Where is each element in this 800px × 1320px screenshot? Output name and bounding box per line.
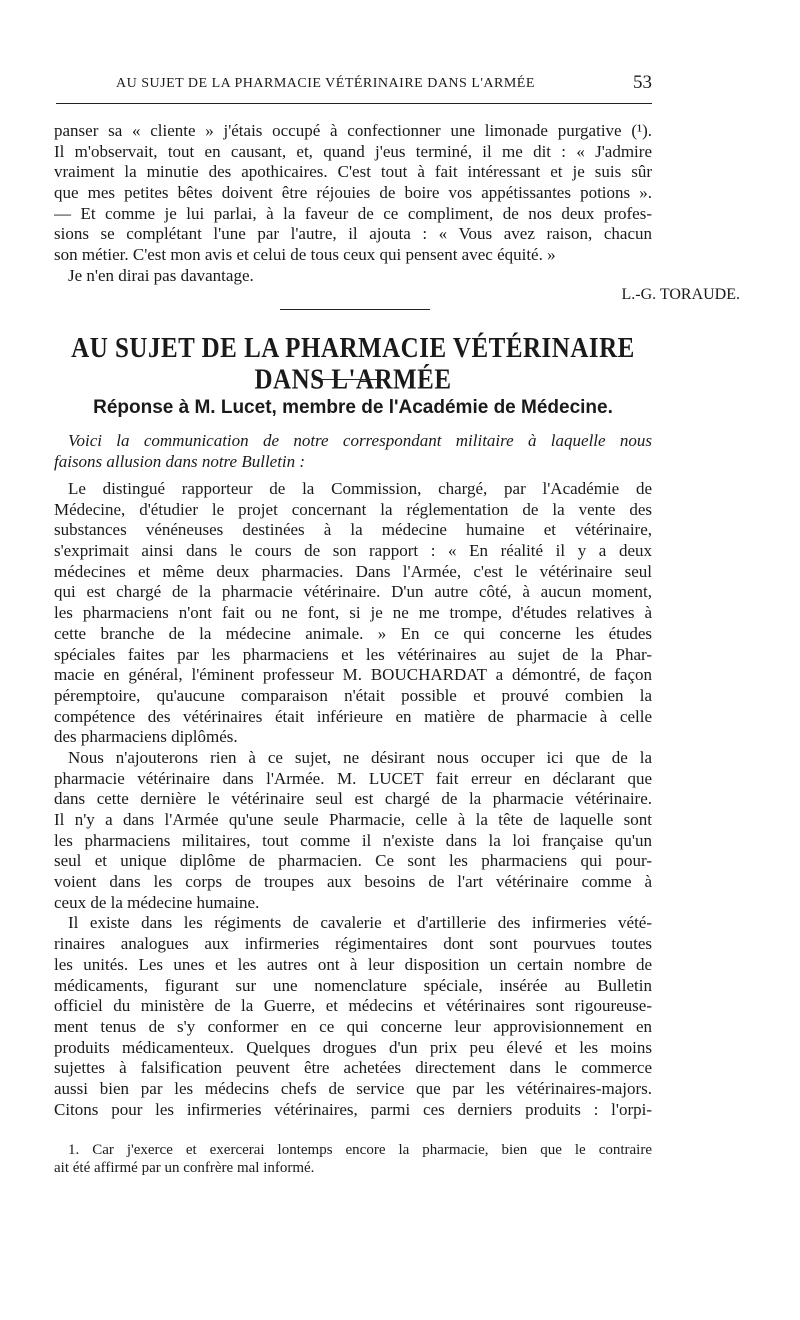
text-line: officiel du ministère de la Guerre, et médecins et vétérinaires sont rigoureuse-	[54, 996, 652, 1016]
text-line: Il m'observait, tout en causant, et, quand j'eus terminé, il me dit : « J'admire	[54, 141, 652, 161]
text-line: Médecine, d'étudier le projet concernant la réglementation de la vente des	[54, 499, 652, 519]
text-line: Voici la communication de notre correspondant militaire à laquelle nous	[68, 431, 652, 450]
text-line: les pharmaciens n'ont fait ou ne font, si je ne me trompe, d'études relatives à	[54, 603, 652, 623]
text-line: Citons pour les infirmeries vétérinaires, parmi ces derniers produits : l'orpi-	[54, 1099, 652, 1119]
text-line: spéciales faites par les pharmaciens et les vétérinaires au sujet de la Phar-	[54, 644, 652, 664]
text-line: seul et unique diplôme de pharmacien. Ce sont les pharmaciens qui pour-	[54, 851, 652, 871]
text-line: rinaires analogues aux infirmeries régimentaires dont sont pourvues toutes	[54, 934, 652, 954]
text-line: Je n'en dirai pas davantage.	[68, 265, 254, 285]
text-line: sujettes à falsification peuvent être achetées directement dans le commerce	[54, 1058, 652, 1078]
text-line: — Et comme je lui parlai, à la faveur de ce compliment, de nos deux profes-	[54, 203, 652, 223]
article-body	[54, 479, 652, 1120]
page-number: 53	[633, 72, 652, 93]
text-line: s'exprimait ainsi dans le cours de son rapport : « En réalité il y a deux	[54, 541, 652, 561]
text-line: son métier. C'est mon avis et celui de tous ceux qui pensent avec équité. »	[54, 245, 556, 265]
editor-note	[54, 431, 652, 472]
text-line: cette branche de la médecine animale. » En ce qui concerne les études	[54, 623, 652, 643]
text-line: dans cette dernière le vétérinaire seul est chargé de la pharmacie vétérinaire.	[54, 789, 652, 809]
text-line: sions se complétant l'une par l'autre, il ajouta : « Vous avez raison, chacun	[54, 224, 652, 244]
text-line: qui est chargé de la pharmacie vétérinaire. D'un autre côté, à aucun moment,	[54, 582, 652, 602]
text-line: voient dans les corps de troupes aux besoins de l'art vétérinaire comme à	[54, 872, 652, 892]
footnote	[54, 1141, 652, 1177]
running-head	[56, 70, 652, 100]
text-line: Il existe dans les régiments de cavalerie et d'artillerie des infirmeries vété-	[68, 913, 652, 933]
text-line: Nous n'ajouterons rien à ce sujet, ne désirant nous occuper ici que de la	[68, 747, 652, 767]
intro-paragraph	[54, 121, 652, 287]
text-line: Le distingué rapporteur de la Commission, chargé, par l'Académie de	[68, 479, 652, 498]
title-rule	[313, 379, 387, 380]
author-signature: L.-G. TORAUDE.	[621, 286, 740, 303]
text-line: que mes petites bêtes doivent être réjouies de boire vos appétissantes potions ».	[54, 183, 652, 203]
text-line: faisons allusion dans notre Bulletin :	[54, 451, 306, 471]
text-line: ceux de la médecine humaine.	[54, 892, 260, 912]
text-line: macie en général, l'éminent professeur M. BOUCHARDAT a démontré, de façon	[54, 665, 652, 685]
text-line: vraiment la minutie des apothicaires. C'est tout à fait intéressant et je suis sûr	[54, 162, 652, 182]
text-line: pharmacie vétérinaire dans l'Armée. M. LUCET fait erreur en déclarant que	[54, 768, 652, 788]
text-line: compétence des vétérinaires était inférieure en matière de pharmacie à celle	[54, 706, 652, 726]
text-line: aussi bien par les médecins chefs de service que par les vétérinaires-majors.	[54, 1078, 652, 1098]
text-line: péremptoire, qu'aucune comparaison n'était possible et prouvé combien la	[54, 685, 652, 705]
text-line: panser sa « cliente » j'étais occupé à confectionner une limonade purgative (¹).	[54, 121, 652, 140]
running-title: AU SUJET DE LA PHARMACIE VÉTÉRINAIRE DANS L'ARMÉE	[116, 76, 535, 91]
text-line: médicaments, figurant sur une nomenclature spéciale, insérée au Bulletin	[54, 975, 652, 995]
header-rule	[56, 103, 652, 104]
text-line: produits médicamenteux. Quelques drogues d'un prix peu élevé et les moins	[54, 1037, 652, 1057]
text-line: substances vénéneuses destinées à la médecine humaine et vétérinaire,	[54, 520, 652, 540]
text-line: les pharmaciens militaires, tout comme il n'existe dans la loi française qu'un	[54, 830, 652, 850]
text-line: les unités. Les unes et les autres ont à leur disposition un certain nombre de	[54, 954, 652, 974]
footnote-line: ait été affirmé par un confrère mal informé.	[54, 1160, 315, 1176]
text-line: Il n'y a dans l'Armée qu'une seule Pharmacie, celle à la tête de laquelle sont	[54, 810, 652, 829]
section-separator	[280, 309, 430, 310]
article-title: AU SUJET DE LA PHARMACIE VÉTÉRINAIRE DANS L'ARMÉE	[71, 333, 635, 396]
footnote-line: 1. Car j'exerce et exercerai lontemps encore la pharmacie, bien que le contraire	[68, 1142, 652, 1158]
text-line: des pharmaciens diplômés.	[54, 727, 238, 747]
text-line: ment tenus de s'y conformer en ce qui concerne leur approvisionnement en	[54, 1016, 652, 1036]
text-line: médecines et même deux pharmacies. Dans l'Armée, c'est le vétérinaire seul	[54, 561, 652, 581]
article-subtitle: Réponse à M. Lucet, membre de l'Académie de Médecine.	[93, 397, 613, 418]
